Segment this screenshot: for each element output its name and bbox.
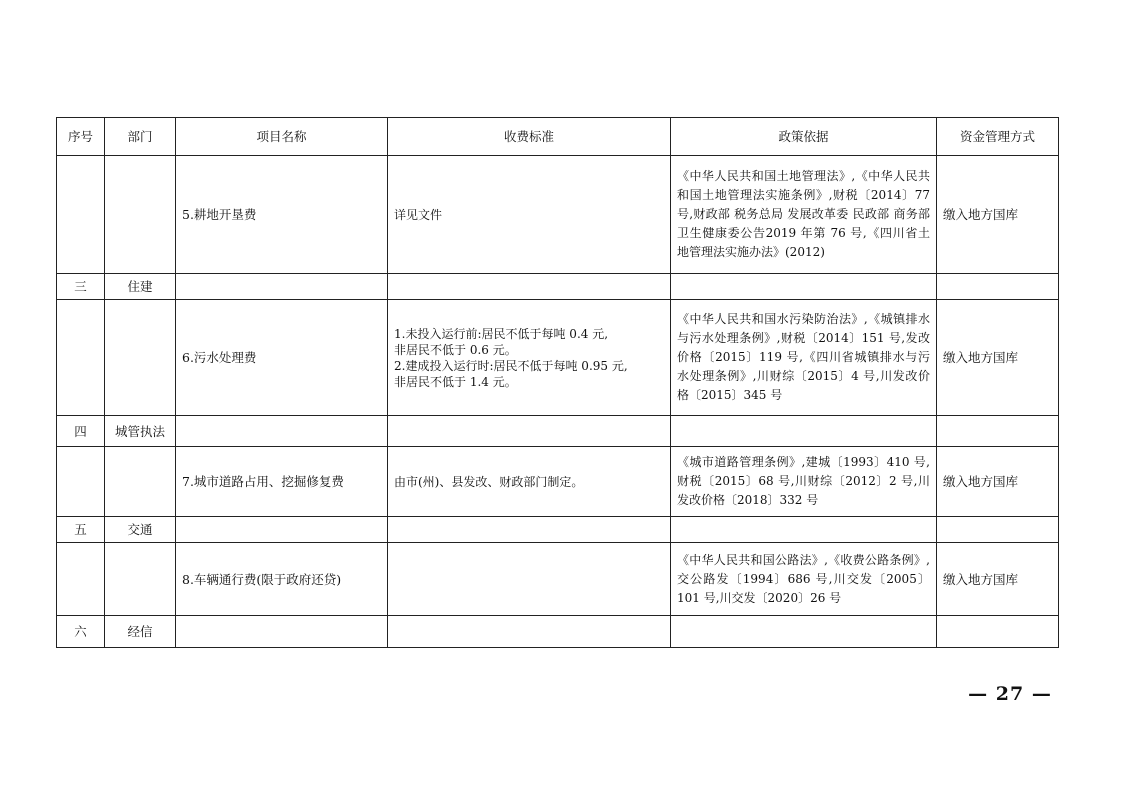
- project-name: 5.耕地开垦费: [176, 156, 388, 274]
- fund-method: 缴入地方国库: [937, 156, 1059, 274]
- header-dept: 部门: [105, 118, 176, 156]
- section-row: [57, 274, 1059, 300]
- section-dept: 城管执法: [105, 416, 176, 447]
- header-fund: 资金管理方式: [937, 118, 1059, 156]
- policy-basis: 《城市道路管理条例》,建城〔1993〕410 号,财税〔2015〕68 号,川财综〔2012〕2 号,川发改价格〔2018〕332 号: [671, 447, 937, 517]
- dept-cell: [105, 156, 176, 274]
- fund-method: 缴入地方国库: [937, 447, 1059, 517]
- fee-standard: [388, 300, 671, 416]
- project-name: 6.污水处理费: [176, 300, 388, 416]
- fund-method: 缴入地方国库: [937, 543, 1059, 616]
- seq-cell: [57, 447, 105, 517]
- section-row: [57, 416, 1059, 447]
- project-name: 8.车辆通行费(限于政府还贷): [176, 543, 388, 616]
- policy-basis: 《中华人民共和国公路法》,《收费公路条例》,交公路发〔1994〕686 号,川交发〔2005〕101 号,川交发〔2020〕26 号: [671, 543, 937, 616]
- header-seq: 序号: [57, 118, 105, 156]
- section-dept: 交通: [105, 517, 176, 543]
- fee-standard-line: 由市(州)、县发改、财政部门制定。: [394, 474, 584, 489]
- seq-cell: [57, 543, 105, 616]
- fee-standard-line: 2.建成投入运行时:居民不低于每吨 0.95 元,: [394, 358, 628, 373]
- seq-cell: [57, 156, 105, 274]
- section-row: [57, 616, 1059, 648]
- section-dept: 经信: [105, 616, 176, 648]
- fund-method: 缴入地方国库: [937, 300, 1059, 416]
- header-row: [57, 118, 1059, 156]
- fee-standard: [388, 156, 671, 274]
- section-dept: 住建: [105, 274, 176, 300]
- fee-standard-line: 详见文件: [394, 207, 443, 222]
- policy-basis: 《中华人民共和国土地管理法》,《中华人民共和国土地管理法实施条例》,财税〔2014〕77 号,财政部 税务总局 发展改革委 民政部 商务部 卫生健康委公告2019 年第 76 号,《四川省土地管理法实施办法》(2012): [671, 156, 937, 274]
- section-seq: 四: [57, 416, 105, 447]
- section-seq: 五: [57, 517, 105, 543]
- table-row: [57, 543, 1059, 616]
- fee-standard: [388, 447, 671, 517]
- page-number: — 27 —: [968, 683, 1052, 705]
- project-name: 7.城市道路占用、挖掘修复费: [176, 447, 388, 517]
- section-row: [57, 517, 1059, 543]
- seq-cell: [57, 300, 105, 416]
- fee-table: [56, 117, 1059, 648]
- fee-standard-line: 1.未投入运行前:居民不低于每吨 0.4 元,: [394, 326, 609, 341]
- table-row: [57, 300, 1059, 416]
- fee-standard-line: 非居民不低于 1.4 元。: [394, 374, 517, 389]
- table-row: [57, 156, 1059, 274]
- dept-cell: [105, 543, 176, 616]
- dept-cell: [105, 300, 176, 416]
- header-project: 项目名称: [176, 118, 388, 156]
- policy-basis: 《中华人民共和国水污染防治法》,《城镇排水与污水处理条例》,财税〔2014〕151 号,发改价格〔2015〕119 号,《四川省城镇排水与污水处理条例》,川财综〔2015〕4 号,川发改价格〔2015〕345 号: [671, 300, 937, 416]
- header-standard: 收费标准: [388, 118, 671, 156]
- section-seq: 六: [57, 616, 105, 648]
- section-seq: 三: [57, 274, 105, 300]
- table-row: [57, 447, 1059, 517]
- header-policy: 政策依据: [671, 118, 937, 156]
- fee-standard-line: 非居民不低于 0.6 元。: [394, 342, 517, 357]
- dept-cell: [105, 447, 176, 517]
- fee-standard: [388, 543, 671, 616]
